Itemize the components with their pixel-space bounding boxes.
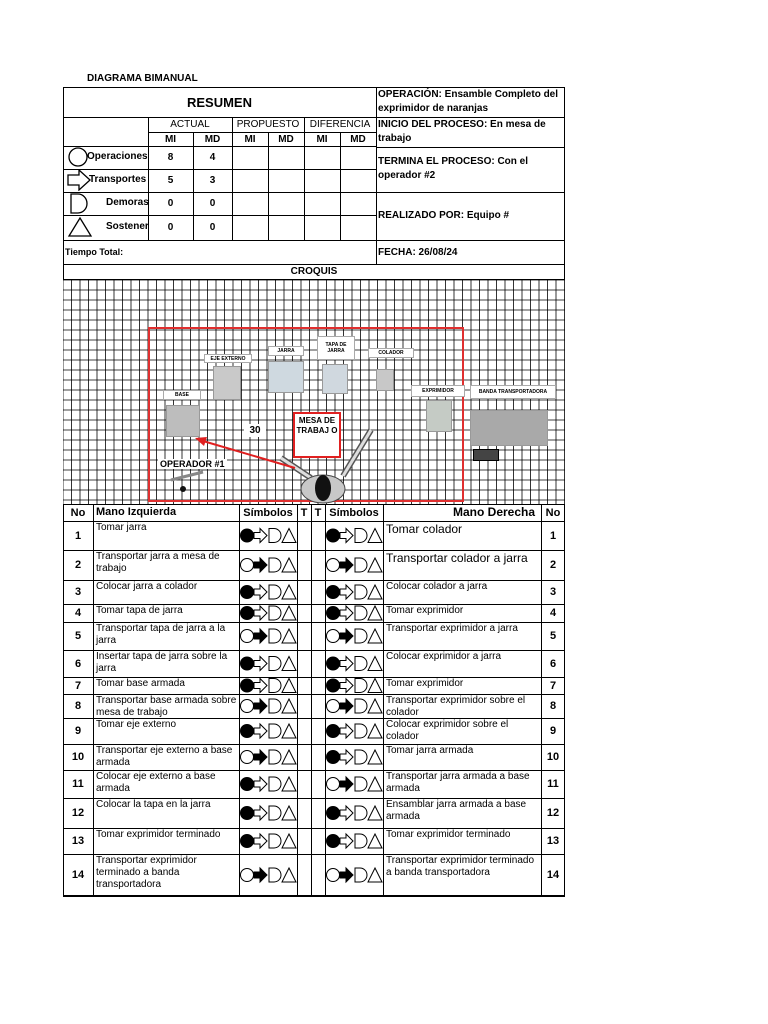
triangle-icon (368, 750, 382, 764)
right-hand-activity: Transportar exprimidor terminado a banda transportadora (386, 855, 535, 878)
sub-mi: MI (316, 133, 328, 145)
row-number: 3 (549, 586, 557, 598)
d-shape-icon (269, 529, 281, 543)
triangle-icon (282, 750, 296, 764)
symbols-operation-selected (325, 744, 383, 770)
value-tr-mi: 5 (167, 175, 174, 186)
label-colador: COLADOR (368, 348, 414, 358)
left-hand-activity: Tomar eje externo (96, 719, 177, 730)
arrow-icon (254, 868, 267, 882)
right-hand-activity: Tomar exprimidor (386, 605, 464, 616)
row-number: 6 (74, 657, 82, 670)
circle-icon (327, 586, 340, 599)
sub-md: MD (350, 133, 366, 145)
row-number: 7 (549, 679, 557, 692)
arrow-icon (254, 558, 267, 572)
arrow-icon (254, 657, 267, 671)
sub-md: MD (204, 133, 221, 145)
row-number: 9 (74, 725, 82, 737)
row-label-transportes: Transportes (89, 174, 147, 185)
left-hand-activity: Tomar base armada (96, 678, 185, 689)
circle-icon (241, 869, 254, 882)
base-image (166, 405, 200, 437)
d-shape-icon (355, 724, 367, 738)
right-hand-activity: Colocar exprimidor sobre el colador (386, 719, 509, 742)
circle-icon (327, 529, 340, 542)
label-jarra: JARRA (268, 346, 304, 356)
triangle-icon (282, 699, 296, 713)
circle-icon (241, 630, 254, 643)
value-de-mi: 0 (167, 198, 174, 209)
d-shape-icon (355, 699, 367, 713)
header-no: No (70, 507, 86, 519)
d-shape-icon (355, 806, 367, 820)
right-hand-activity: Transportar jarra armada a base armada (386, 771, 530, 794)
circle-icon (327, 679, 340, 692)
symbols-operation-selected (239, 798, 297, 828)
symbols-transport-selected (325, 694, 383, 718)
symbols-operation-selected (239, 604, 297, 622)
triangle-icon (282, 657, 296, 671)
symbols-operation-selected (239, 677, 297, 694)
fecha-text: FECHA: 26/08/24 (378, 247, 458, 258)
d-shape-icon (355, 679, 367, 693)
d-shape-icon (355, 868, 367, 882)
arrow-icon (254, 529, 267, 543)
sub-mi: MI (164, 133, 177, 145)
right-hand-activity: Colocar colador a jarra (386, 581, 488, 592)
row-number: 8 (549, 700, 557, 712)
row-number: 12 (546, 807, 560, 819)
symbols-transport-selected (239, 694, 297, 718)
arrow-icon (340, 834, 353, 848)
d-shape-icon (355, 834, 367, 848)
header-mano-derecha: Mano Derecha (453, 505, 536, 519)
label-base: BASE (163, 390, 201, 400)
d-shape-icon (68, 192, 94, 215)
sub-md: MD (278, 133, 294, 145)
row-number: 2 (74, 559, 82, 571)
triangle-icon (368, 699, 382, 713)
d-shape-icon (269, 868, 281, 882)
d-shape-icon (269, 585, 281, 599)
triangle-icon (282, 806, 296, 820)
d-shape-icon (355, 750, 367, 764)
symbols-transport-selected (325, 622, 383, 650)
header-t-left: T (300, 507, 308, 519)
right-hand-activity: Tomar exprimidor terminado (386, 829, 511, 840)
arrow-icon (340, 629, 353, 643)
row-label-operaciones: Operaciones (87, 151, 148, 162)
colador-image (376, 369, 394, 391)
left-hand-activity: Tomar exprimidor terminado (96, 829, 221, 840)
d-shape-icon (355, 529, 367, 543)
arrow-icon (254, 834, 267, 848)
row-number: 2 (549, 559, 557, 571)
label-exprimidor: EXPRIMIDOR (411, 385, 465, 397)
row-number: 3 (74, 586, 82, 598)
circle-icon (241, 751, 254, 764)
triangle-icon (368, 585, 382, 599)
document-title: DIAGRAMA BIMANUAL (87, 73, 198, 84)
row-number: 14 (71, 869, 85, 881)
circle-icon (241, 657, 254, 670)
row-number: 4 (549, 607, 557, 619)
triangle-icon (67, 215, 93, 239)
arrow-icon (254, 724, 267, 738)
col-actual: ACTUAL (170, 119, 210, 130)
circle-icon (327, 607, 340, 620)
symbols-transport-selected (239, 550, 297, 580)
triangle-icon (282, 777, 296, 791)
value-op-md: 4 (209, 152, 216, 163)
arrow-icon (340, 777, 353, 791)
sub-mi: MI (244, 133, 256, 145)
row-number: 11 (547, 778, 559, 790)
d-shape-icon (355, 585, 367, 599)
symbols-transport-selected (239, 622, 297, 650)
exprimidor-image (426, 400, 452, 432)
left-hand-activity: Tomar jarra (96, 522, 147, 533)
triangle-icon (368, 868, 382, 882)
mesa-trabajo-label: MESA DE TRABAJ O (293, 412, 341, 458)
circle-icon (327, 559, 340, 572)
left-hand-activity: Insertar tapa de jarra sobre la jarra (96, 651, 228, 674)
right-hand-activity: Colocar exprimidor a jarra (386, 651, 502, 662)
row-number: 8 (74, 700, 82, 712)
row-number: 11 (72, 778, 84, 790)
circle-icon (327, 725, 340, 738)
right-hand-activity: Tomar exprimidor (386, 678, 464, 689)
d-shape-icon (355, 558, 367, 572)
row-number: 13 (71, 835, 85, 847)
triangle-icon (282, 606, 296, 620)
header-mano-izquierda: Mano Izquierda (96, 506, 177, 518)
triangle-icon (282, 529, 296, 543)
arrow-icon (254, 606, 267, 620)
arrow-icon (254, 750, 267, 764)
header-simbolos-right: Símbolos (329, 507, 379, 519)
circle-icon (241, 807, 254, 820)
row-number: 1 (549, 529, 557, 542)
row-label-sostener: Sostener (106, 221, 149, 232)
arrow-icon (340, 750, 353, 764)
circle-icon (327, 657, 340, 670)
eje-externo-image (213, 366, 241, 400)
triangle-icon (368, 679, 382, 693)
triangle-icon (368, 777, 382, 791)
triangle-icon (368, 606, 382, 620)
triangle-icon (282, 679, 296, 693)
arrow-icon (340, 699, 353, 713)
triangle-icon (368, 724, 382, 738)
arrow-icon (340, 529, 353, 543)
arrow-icon (254, 699, 267, 713)
circle-icon (241, 586, 254, 599)
triangle-icon (368, 657, 382, 671)
d-shape-icon (269, 724, 281, 738)
d-shape-icon (269, 606, 281, 620)
symbols-transport-selected (325, 854, 383, 896)
arrow-icon (340, 606, 353, 620)
row-number: 4 (74, 607, 82, 619)
circle-icon (327, 778, 340, 791)
left-hand-activity: Transportar eje externo a base armada (96, 745, 233, 768)
symbols-operation-selected (239, 650, 297, 677)
row-number: 14 (546, 869, 560, 881)
left-hand-activity: Transportar tapa de jarra a la jarra (96, 623, 226, 646)
arrow-icon (340, 657, 353, 671)
d-shape-icon (355, 657, 367, 671)
triangle-icon (282, 724, 296, 738)
symbols-operation-selected (325, 828, 383, 854)
circle-icon (241, 559, 254, 572)
triangle-icon (282, 558, 296, 572)
row-number: 6 (549, 657, 557, 670)
d-shape-icon (269, 806, 281, 820)
arrow-icon (254, 629, 267, 643)
croquis-title: CROQUIS (290, 266, 338, 277)
left-hand-activity: Transportar base armada sobre mesa de trabajo (96, 695, 237, 718)
left-hand-activity: Tomar tapa de jarra (96, 605, 183, 616)
arrow-icon (254, 806, 267, 820)
label-tapa-jarra: TAPA DE JARRA (317, 336, 355, 360)
bimanual-table (63, 504, 565, 896)
symbols-operation-selected (239, 521, 297, 550)
symbols-operation-selected (325, 718, 383, 744)
realizado-text: REALIZADO POR: Equipo # (378, 210, 510, 221)
right-hand-activity: Tomar jarra armada (386, 745, 474, 756)
symbols-operation-selected (239, 718, 297, 744)
symbols-operation-selected (239, 770, 297, 798)
circle-icon (241, 725, 254, 738)
circle-icon (241, 778, 254, 791)
left-hand-activity: Transportar jarra a mesa de trabajo (96, 551, 220, 574)
row-label-demoras: Demoras (106, 197, 149, 208)
symbols-operation-selected (239, 580, 297, 604)
value-op-mi: 8 (167, 152, 174, 163)
symbols-operation-selected (325, 604, 383, 622)
row-number: 5 (549, 630, 557, 642)
arrow-icon (340, 585, 353, 599)
banda-motor-image (473, 449, 499, 461)
circle-icon (241, 700, 254, 713)
d-shape-icon (355, 606, 367, 620)
symbols-transport-selected (239, 744, 297, 770)
triangle-icon (368, 834, 382, 848)
circle-icon (327, 807, 340, 820)
d-shape-icon (269, 834, 281, 848)
left-hand-activity: Colocar la tapa en la jarra (96, 799, 211, 810)
d-shape-icon (355, 629, 367, 643)
header-simbolos-left: Símbolos (243, 507, 293, 519)
row-number: 7 (74, 679, 82, 692)
termina-text: TERMINA EL PROCESO: Con el operador #2 (378, 156, 529, 181)
arrow-icon (340, 868, 353, 882)
circle-icon (327, 700, 340, 713)
jarra-image (268, 361, 304, 393)
circle-icon (327, 835, 340, 848)
right-hand-activity: Tomar colador (386, 522, 463, 536)
inicio-text: INICIO DEL PROCESO: En mesa de trabajo (378, 119, 546, 144)
d-shape-icon (269, 750, 281, 764)
symbols-operation-selected (325, 650, 383, 677)
arrow-icon (254, 585, 267, 599)
circle-icon (241, 679, 254, 692)
arrow-icon (340, 806, 353, 820)
row-number: 9 (549, 725, 557, 737)
arrow-icon (340, 724, 353, 738)
d-shape-icon (269, 657, 281, 671)
arrow-icon (254, 777, 267, 791)
right-hand-activity: Ensamblar jarra armada a base armada (386, 799, 527, 822)
d-shape-icon (269, 629, 281, 643)
symbols-operation-selected (325, 798, 383, 828)
left-hand-activity: Transportar exprimidor terminado a banda transportadora (96, 855, 197, 890)
triangle-icon (368, 806, 382, 820)
row-number: 1 (74, 529, 82, 542)
symbols-operation-selected (325, 521, 383, 550)
d-shape-icon (269, 699, 281, 713)
symbols-transport-selected (325, 550, 383, 580)
d-shape-icon (269, 777, 281, 791)
distance-label: 30 (244, 424, 266, 437)
arrow-icon (340, 558, 353, 572)
circle-icon (327, 751, 340, 764)
d-shape-icon (355, 777, 367, 791)
d-shape-icon (269, 558, 281, 572)
triangle-icon (368, 629, 382, 643)
row-number: 12 (71, 807, 85, 819)
right-hand-activity: Transportar exprimidor a jarra (386, 623, 518, 634)
header-t-right: T (314, 507, 322, 519)
d-shape-icon (269, 679, 281, 693)
row-number: 10 (71, 751, 85, 763)
triangle-icon (282, 868, 296, 882)
circle-icon (327, 630, 340, 643)
value-so-md: 0 (209, 222, 216, 233)
symbols-operation-selected (325, 580, 383, 604)
label-eje-externo: EJE EXTERNO (204, 354, 252, 363)
left-hand-activity: Colocar jarra a colador (96, 581, 198, 592)
resumen-title: RESUMEN (186, 95, 252, 110)
circle-icon (241, 529, 254, 542)
symbols-operation-selected (325, 677, 383, 694)
triangle-icon (282, 585, 296, 599)
banda-image (470, 410, 548, 446)
row-number: 5 (74, 630, 82, 642)
arrow-icon (254, 679, 267, 693)
label-banda: BANDA TRANSPORTADORA (470, 385, 556, 399)
triangle-icon (368, 529, 382, 543)
arrow-icon (340, 679, 353, 693)
symbols-transport-selected (325, 770, 383, 798)
col-diferencia: DIFERENCIA (309, 119, 371, 130)
value-so-mi: 0 (167, 222, 174, 233)
right-hand-activity: Transportar exprimidor sobre el colador (386, 695, 526, 718)
tapa-jarra-image (322, 364, 348, 394)
operador-label: OPERADOR #1 (160, 459, 225, 469)
triangle-icon (368, 558, 382, 572)
circle-icon (241, 607, 254, 620)
value-de-md: 0 (209, 198, 216, 209)
row-number: 10 (546, 751, 560, 763)
operacion-text: OPERACIÓN: Ensamble Completo del exprimidor de naranjas (378, 89, 559, 114)
right-hand-activity: Transportar colador a jarra (386, 551, 528, 565)
tiempo-total-label: Tiempo Total: (65, 247, 124, 257)
value-tr-md: 3 (209, 175, 216, 186)
symbols-operation-selected (239, 828, 297, 854)
triangle-icon (282, 834, 296, 848)
triangle-icon (282, 629, 296, 643)
col-propuesto: PROPUESTO (236, 119, 300, 130)
symbols-transport-selected (239, 854, 297, 896)
header-no-right: No (545, 507, 561, 519)
circle-icon (327, 869, 340, 882)
row-number: 13 (546, 835, 560, 847)
circle-icon (241, 835, 254, 848)
left-hand-activity: Colocar eje externo a base armada (96, 771, 216, 794)
